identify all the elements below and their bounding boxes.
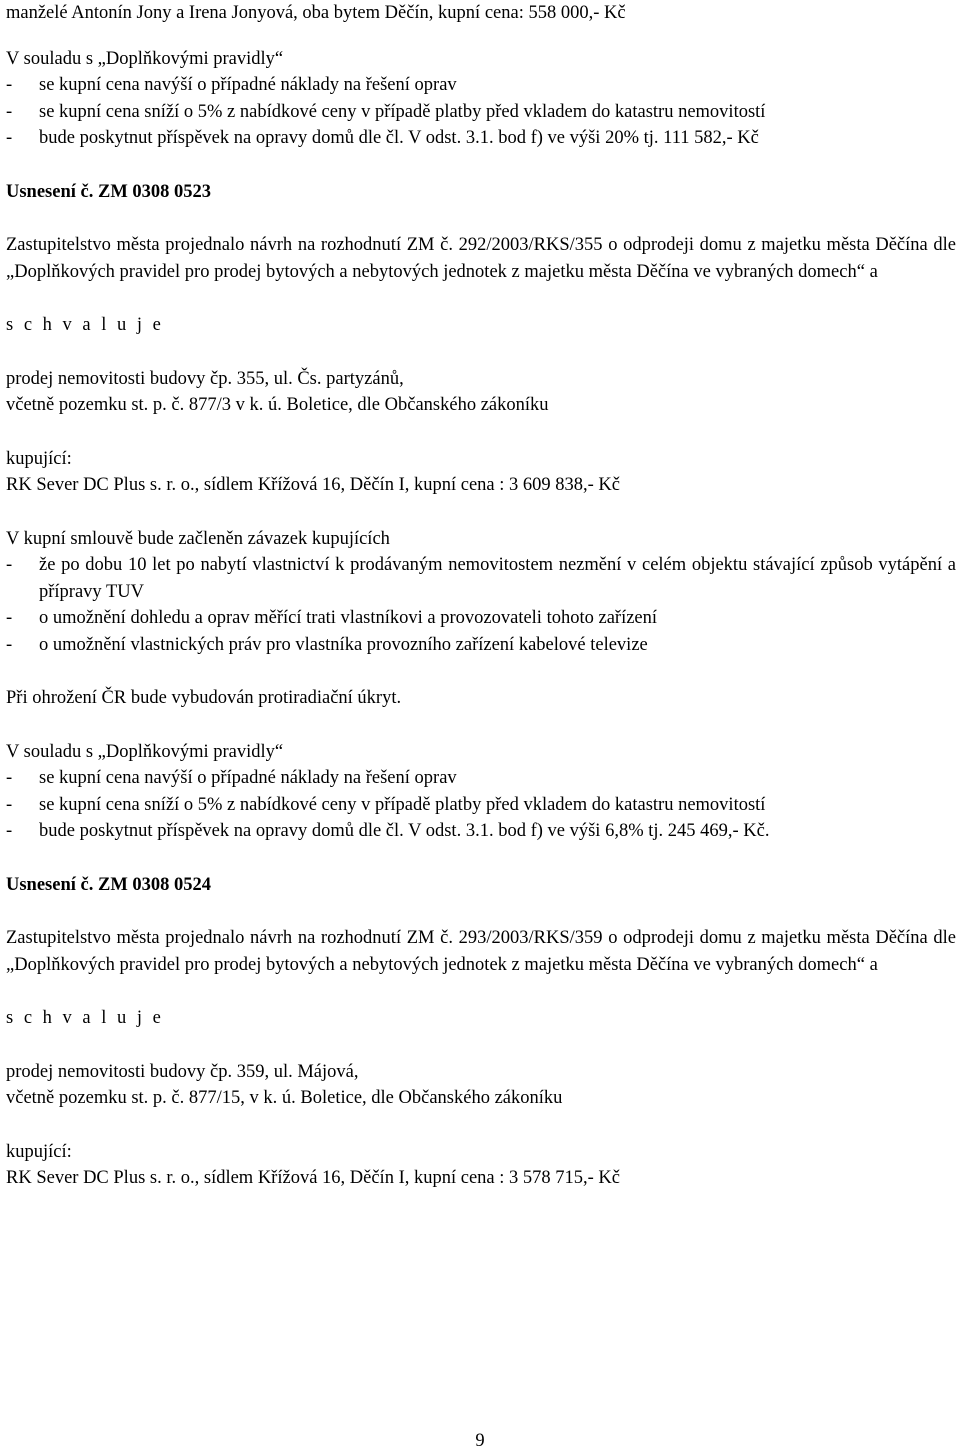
list-item: - se kupní cena sníží o 5% z nabídkové ceny v případě platby před vkladem do katastru nemovitostí: [6, 99, 956, 126]
document-page: [6, 0, 956, 1192]
buyer-label: kupující:: [6, 1141, 72, 1162]
list-item: - bude poskytnut příspěvek na opravy domů dle čl. V odst. 3.1. bod f) ve výši 20% tj. 111 582,- Kč: [6, 125, 956, 152]
list-item: - o umožnění dohledu a oprav měřící trati vlastníkovi a provozovateli tohoto zařízení: [6, 605, 956, 632]
shelter-note: Při ohrožení ČR bude vybudován protiradiační úkryt.: [6, 688, 402, 708]
list-item: - se kupní cena navýší o případné náklady na řešení oprav: [6, 72, 956, 99]
dash-marker: -: [6, 128, 13, 148]
paragraph-buyers-jony: manželé Antonín Jony a Irena Jonyová, oba bytem Děčín, kupní cena: 558 000,- Kč: [6, 3, 626, 23]
list-item: - že po dobu 10 let po nabytí vlastnictví k prodávaným nemovitostem nezmění v celém objektu stávající způsob vytápění a přípravy TUV: [6, 552, 956, 605]
dash-marker: -: [6, 555, 13, 575]
dash-marker: -: [6, 768, 13, 788]
resolution-heading: Usnesení č. ZM 0308 0523: [6, 181, 212, 202]
sale-description: prodej nemovitosti budovy čp. 359, ul. Májová,: [6, 1061, 359, 1082]
list-item: - se kupní cena sníží o 5% z nabídkové ceny v případě platby před vkladem do katastru nemovitostí: [6, 792, 956, 819]
page-number: 9: [475, 1431, 485, 1451]
buyer-details: RK Sever DC Plus s. r. o., sídlem Křížová 16, Děčín I, kupní cena : 3 578 715,- Kč: [6, 1168, 621, 1188]
sale-description: prodej nemovitosti budovy čp. 355, ul. Čs. partyzánů,: [6, 368, 404, 389]
list-item: - o umožnění vlastnických práv pro vlastníka provozního zařízení kabelové televize: [6, 632, 956, 659]
dash-marker: -: [6, 794, 13, 815]
resolution-body: Zastupitelstvo města projednalo návrh na rozhodnutí ZM č. 292/2003/RKS/355 o odprodeji domu z majetku města Děčína dle „Doplňkových pravidel pro prodej bytových a nebytových jednotek z majetku města Děčína ve vybraných domech“ a: [6, 235, 956, 282]
contract-heading: V kupní smlouvě bude začleněn závazek kupujících: [6, 528, 390, 549]
buyer-label: kupující:: [6, 448, 72, 469]
dash-marker: -: [6, 634, 13, 655]
dash-marker: -: [6, 821, 13, 841]
paragraph-rules-heading: V souladu s „Doplňkovými pravidly“: [6, 48, 284, 69]
list-item: - bude poskytnut příspěvek na opravy domů dle čl. V odst. 3.1. bod f) ve výši 6,8% tj. 245 469,- Kč.: [6, 818, 956, 845]
buyer-details: RK Sever DC Plus s. r. o., sídlem Křížová 16, Děčín I, kupní cena : 3 609 838,- Kč: [6, 475, 621, 495]
dash-marker: -: [6, 608, 13, 628]
dash-marker: -: [6, 75, 13, 95]
approval-word: s c h v a l u j e: [6, 315, 164, 335]
approval-word: s c h v a l u j e: [6, 1008, 164, 1028]
resolution-heading: Usnesení č. ZM 0308 0524: [6, 874, 212, 895]
sale-description: včetně pozemku st. p. č. 877/15, v k. ú. Boletice, dle Občanského zákoníku: [6, 1088, 563, 1108]
dash-marker: -: [6, 101, 13, 122]
paragraph-rules-heading: V souladu s „Doplňkovými pravidly“: [6, 741, 284, 762]
resolution-body: Zastupitelstvo města projednalo návrh na rozhodnutí ZM č. 293/2003/RKS/359 o odprodeji domu z majetku města Děčína dle „Doplňkových pravidel pro prodej bytových a nebytových jednotek z majetku města Děčína ve vybraných domech“ a: [6, 928, 956, 975]
list-item: - se kupní cena navýší o případné náklady na řešení oprav: [6, 765, 956, 792]
sale-description: včetně pozemku st. p. č. 877/3 v k. ú. Boletice, dle Občanského zákoníku: [6, 395, 549, 415]
